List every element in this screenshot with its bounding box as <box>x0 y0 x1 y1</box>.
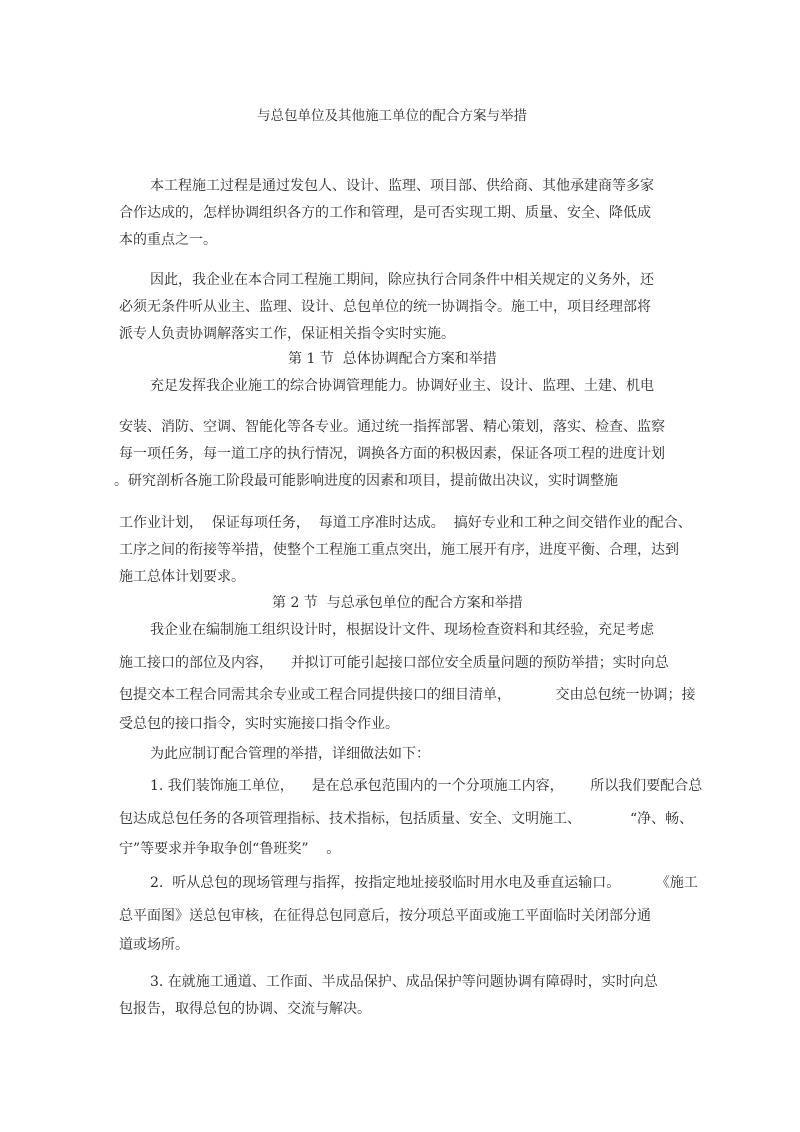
body-line: 本的重点之一。 <box>119 232 217 248</box>
body-line: 工作业计划， 保证每项任务， 每道工序准时达成。 搞好专业和工种之间交错作业的配合、 <box>119 515 692 531</box>
body-line: 派专人负责协调解落实工作，保证相关指令实时实施。 <box>119 326 455 342</box>
body-line: 每一项任务，每一道工序的执行情况，调换各方面的积极因素，保证各项工程的进度计划 <box>119 446 665 462</box>
body-line: 包提交本工程合同需其余专业或工程合同提供接口的细目清单， 交由总包统一协调；接 <box>119 687 696 703</box>
list-item: 2. 听从总包的现场管理与指挥，按指定地址接驳临时用水电及垂直运输口。 《施工 <box>150 875 698 891</box>
list-item: 1. 我们装饰施工单位， 是在总承包范围内的一个分项施工内容， 所以我们要配合总 <box>150 778 703 794</box>
body-line: 为此应制订配合管理的举措，详细做法如下： <box>150 746 430 762</box>
document-title: 与总包单位及其他施工单位的配合方案与举措 <box>257 108 527 124</box>
body-line: 施工接口的部位及内容， 并拟订可能引起接口部位安全质量问题的预防举措；实时向总 <box>119 655 669 671</box>
body-line: 施工总体计划要求。 <box>119 569 245 585</box>
body-line: 因此，我企业在本合同工程施工期间，除应执行合同条件中相关规定的义务外，还 <box>150 272 654 288</box>
body-line: 我企业在编制施工组织设计时，根据设计文件、现场检查资料和其经验，充足考虑 <box>150 622 654 638</box>
body-line: 充足发挥我企业施工的综合协调管理能力。协调好业主、设计、监理、土建、机电 <box>150 378 654 394</box>
body-line: 安装、消防、空调、智能化等各专业。通过统一指挥部署、精心策划，落实、检查、监察 <box>119 419 665 435</box>
body-line: 合作达成的，怎样协调组织各方的工作和管理，是可否实现工期、质量、安全、降低成 <box>119 205 651 221</box>
body-line: 受总包的接口指令，实时实施接口指令作业。 <box>119 716 399 732</box>
body-line: 。研究剖析各施工阶段最可能影响进度的因素和项目，提前做出决议，实时调整施 <box>114 473 618 489</box>
body-line: 包报告，取得总包的协调、交流与解决。 <box>119 1001 371 1017</box>
body-line: 工序之间的衔接等举措，使整个工程施工重点突出，施工展开有序，进度平衡、合理，达到 <box>119 542 679 558</box>
body-line: 本工程施工过程是通过发包人、设计、监理、项目部、供给商、其他承建商等多家 <box>150 178 654 194</box>
body-line: 包达成总包任务的各项管理指标、技术指标，包括质量、安全、文明施工、 “净、畅、 <box>119 811 694 827</box>
body-line: 总平面图》送总包审核，在征得总包同意后，按分项总平面或施工平面临时关闭部分通 <box>119 908 651 924</box>
section-heading: 第 2 节 与总承包单位的配合方案和举措 <box>272 595 523 611</box>
body-line: 宁”等要求并争取争创“鲁班奖” 。 <box>119 841 341 857</box>
body-line: 必须无条件听从业主、监理、设计、总包单位的统一协调指令。施工中，项目经理部将 <box>119 299 651 315</box>
body-line: 道或场所。 <box>119 937 189 953</box>
list-item: 3. 在就施工通道、工作面、半成品保护、成品保护等问题协调有障碍时，实时向总 <box>150 974 658 990</box>
section-heading: 第 1 节 总体协调配合方案和举措 <box>288 351 497 367</box>
